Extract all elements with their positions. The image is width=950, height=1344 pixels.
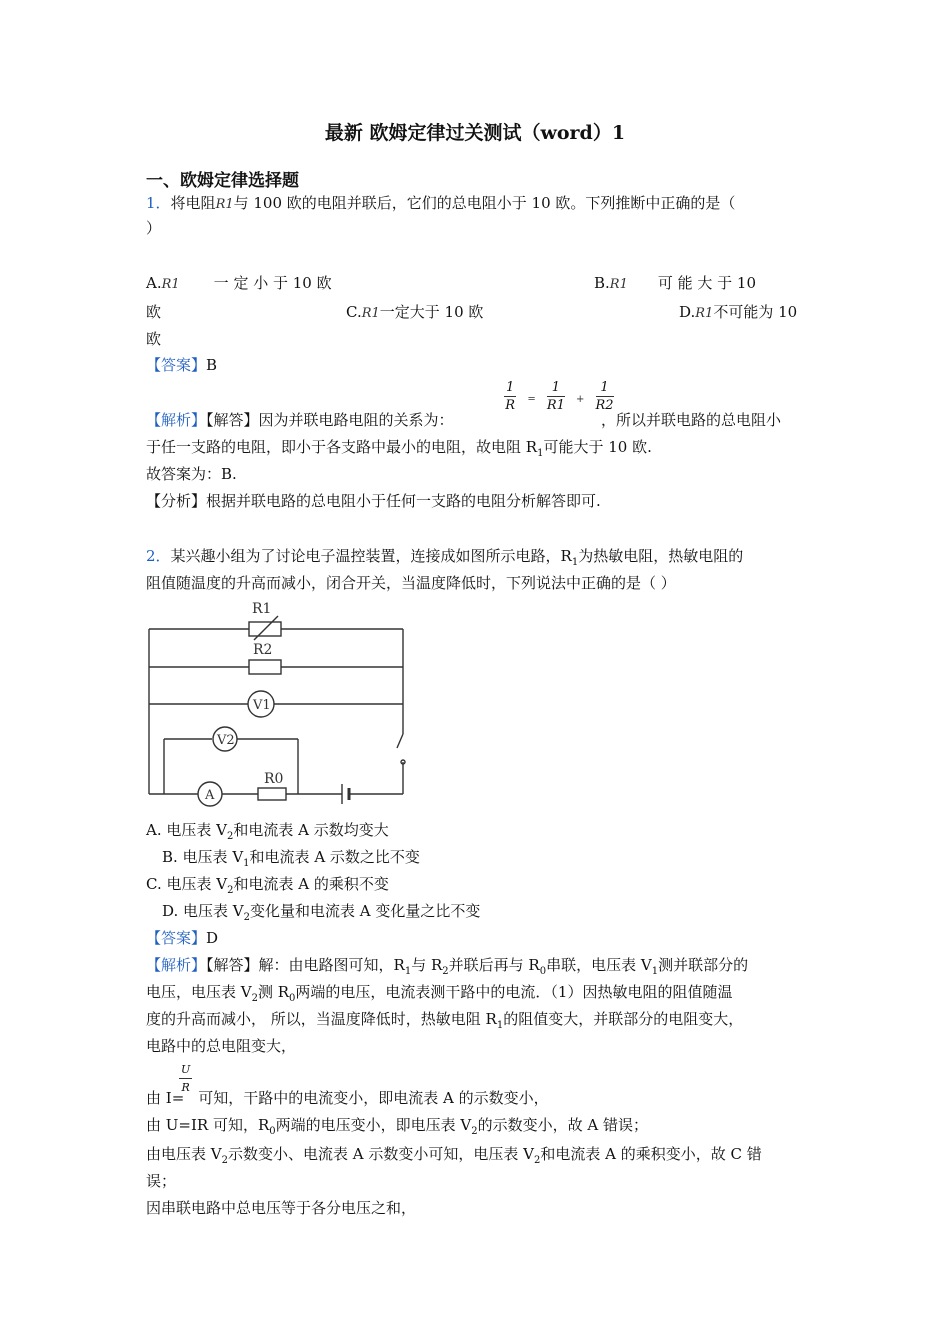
q1-option-c [346, 302, 483, 324]
q2-analysis-line5 [146, 1088, 549, 1108]
q1-formula-eq: = [527, 394, 536, 405]
q2-option-c-text-a: C. 电压表 V [146, 875, 228, 893]
q2-option-a-sub: 2 [226, 831, 234, 842]
q1-formula-d3: R2 [595, 398, 614, 413]
q1-stem-text-a: 将电阻 [170, 194, 216, 212]
q2-option-d-sub: 2 [243, 912, 251, 923]
q2-a2-text-a: 电压，电压表 V [146, 983, 252, 1001]
q1-formula-d1: R [505, 398, 516, 413]
q2-a1-sub4: 1 [651, 966, 659, 977]
q1-analysis-sub: 1 [537, 448, 544, 459]
q2-a2-sub1: 2 [251, 993, 258, 1004]
q2-analysis-line8: 误； [146, 1172, 177, 1190]
q2-a1-text-b: 与 R [411, 956, 443, 974]
r0-resistor [258, 788, 286, 800]
r1-label [252, 601, 271, 617]
q2-a5-text-a: 由 I= [146, 1089, 185, 1107]
ammeter-label-text: A [205, 788, 215, 803]
q1-option-b-label: B. [594, 274, 610, 292]
q2-analysis-line2 [146, 982, 732, 1009]
q1-option-c-r1: R1 [361, 306, 380, 321]
q1-option-a-label: A. [146, 274, 162, 292]
r1-label-text: R1 [252, 601, 272, 617]
q2-a1-text-c: 并联后再与 R [448, 956, 540, 974]
q1-formula [504, 380, 614, 415]
q2-a1-text-d: 串联，电压表 V [546, 956, 652, 974]
q2-a2-sub2: 0 [289, 993, 296, 1004]
q1-formula-frac-r1 [547, 380, 565, 415]
q1-option-d-tail: 欧 [146, 330, 162, 348]
r2-resistor [249, 660, 281, 674]
q2-option-c [146, 874, 389, 901]
q2-option-d-text-a: D. 电压表 V [162, 902, 244, 920]
q1-analysis-tag: 【解析】 [146, 411, 207, 429]
q1-r1-symbol: R1 [215, 197, 234, 212]
q2-a7-text-c: 和电流表 A 的乘积变小，故 C 错 [540, 1145, 762, 1163]
circuit-diagram [140, 596, 420, 811]
q2-a5-text-b: 可知，干路中的电流变小，即电流表 A 的示数变小， [198, 1089, 549, 1107]
q1-option-d [679, 302, 797, 324]
q2-option-b [162, 847, 420, 874]
q2-stem-line1 [146, 546, 743, 573]
q2-a3-text-a: 度的升高而减小， 所以，当温度降低时，热敏电阻 R [146, 1010, 497, 1028]
q1-option-d-text: 不可能为 10 [713, 303, 798, 321]
q1-analysis-text-c: 于任一支路的电阻，即小于各支路中最小的电阻，故电阻 R [146, 438, 538, 456]
q2-option-c-sub: 2 [227, 885, 234, 896]
q2-a6-sub1: 0 [269, 1126, 276, 1137]
q1-option-c-text: 一定大于 10 欧 [379, 303, 484, 321]
q1-formula-d2: R1 [546, 398, 565, 413]
q1-option-a-r1: R1 [161, 277, 180, 292]
section-heading: 一、欧姆定律选择题 [146, 171, 299, 191]
q1-analysis-line2 [146, 437, 652, 464]
q2-a1-sub1: 1 [404, 966, 412, 977]
q2-a6-text-b: 两端的电压变小，即电压表 V [275, 1116, 472, 1134]
q2-answer [146, 928, 218, 948]
q1-option-a [146, 273, 332, 295]
q1-option-a-text: 一 定 小 于 10 欧 [213, 274, 332, 292]
v1-label [252, 698, 271, 713]
q2-analysis-line1 [146, 955, 748, 982]
q1-option-b [594, 273, 756, 295]
q1-option-d-r1: R1 [695, 306, 714, 321]
q2-analysis-tag: 【解析】 [146, 956, 207, 974]
q1-stem-text-b: 与 100 欧的电阻并联后，它们的总电阻小于 10 欧。下列推断中正确的是（ [233, 194, 736, 212]
q2-a6-sub2: 2 [471, 1126, 478, 1137]
q1-stem-line2: ） [146, 219, 162, 237]
q1-option-b-r1: R1 [609, 277, 628, 292]
q2-ohm-fraction [179, 1062, 192, 1097]
q1-formula-n2: 1 [547, 380, 565, 397]
q2-a7-sub1: 2 [221, 1155, 228, 1166]
q2-ohm-frac-d: R [181, 1081, 190, 1094]
q2-answer-tag: 【答案】 [146, 929, 207, 947]
q2-analysis-line4: 电路中的总电阻变大， [146, 1037, 297, 1055]
q2-a1-text-e: 测并联部分的 [658, 956, 749, 974]
q2-number: 2． [146, 547, 171, 565]
q1-conclusion: 故答案为：B. [146, 465, 237, 483]
q2-option-b-sub: 1 [243, 858, 250, 869]
q2-ohm-frac [179, 1062, 192, 1097]
q2-stem-text-a: 某兴趣小组为了讨论电子温控装置，连接成如图所示电路，R [170, 547, 572, 565]
q2-option-b-text-a: B. 电压表 V [162, 848, 244, 866]
q1-analysis-text-c2: 可能大于 10 欧. [543, 438, 652, 456]
q2-a1-text-a: 【解答】解：由电路图可知，R [206, 956, 405, 974]
q1-answer-tag: 【答案】 [146, 356, 207, 374]
r0-label [264, 771, 283, 787]
r2-label-text: R2 [253, 642, 273, 658]
q2-a6-text-c: 的示数变小，故 A 错误； [477, 1116, 648, 1134]
q2-a2-text-c: 两端的电压，电流表测干路中的电流．（1）因热敏电阻的阻值随温 [295, 983, 733, 1001]
q1-answer [146, 355, 217, 375]
switch-blade [397, 734, 403, 748]
v1-label-text: V1 [253, 698, 271, 713]
q1-analysis-line1 [146, 410, 454, 430]
q2-option-a-text-b: 和电流表 A 示数均变大 [233, 821, 389, 839]
ammeter-label [204, 788, 215, 803]
q1-analysis-text-a: 【解答】因为并联电路电阻的关系为： [206, 411, 454, 429]
q1-option-b-tail: 欧 [146, 303, 162, 321]
q2-a2-text-b: 测 R [257, 983, 290, 1001]
q2-a7-sub2: 2 [533, 1155, 541, 1166]
v2-label [216, 733, 235, 748]
q1-option-c-label: C. [346, 303, 362, 321]
r0-label-text: R0 [264, 771, 284, 787]
q1-option-b-text: 可 能 大 于 10 [657, 274, 757, 292]
q1-formula-n3: 1 [596, 380, 614, 397]
q2-a7-text-b: 示数变小、电流表 A 示数变小可知，电压表 V [227, 1145, 534, 1163]
q1-stem-line1 [146, 193, 735, 215]
q2-stem-sub: 1 [571, 557, 579, 568]
q1-formula-n1: 1 [506, 380, 515, 395]
r2-label [253, 642, 272, 658]
q2-a7-text-a: 由电压表 V [146, 1145, 222, 1163]
q2-stem-line2: 阻值随温度的升高而减小，闭合开关，当温度降低时，下列说法中正确的是（ ） [146, 574, 676, 592]
q2-option-b-text-b: 和电流表 A 示数之比不变 [249, 848, 420, 866]
q2-analysis-line7 [146, 1144, 762, 1171]
q2-a3-text-b: 的阻值变大，并联部分的电阻变大， [503, 1010, 744, 1028]
q2-option-c-text-b: 和电流表 A 的乘积不变 [233, 875, 389, 893]
q2-option-d [162, 901, 480, 928]
q2-answer-value: D [206, 929, 219, 947]
v2-label-text: V2 [217, 733, 235, 748]
q2-a1-sub2: 2 [442, 966, 449, 977]
q2-option-a-text-a: A. 电压表 V [146, 821, 227, 839]
page-title: 最新 欧姆定律过关测试（word）1 [324, 122, 626, 144]
q2-a1-sub3: 0 [539, 966, 547, 977]
q2-option-a [146, 820, 389, 847]
q1-option-d-label: D. [679, 303, 696, 321]
q2-a6-text-a: 由 U=IR 可知，R [146, 1116, 270, 1134]
q1-number: 1． [146, 194, 171, 212]
q2-analysis-line3 [146, 1009, 743, 1036]
q1-fenxi: 【分析】根据并联电路的总电阻小于任何一支路的电阻分析解答即可. [146, 492, 601, 510]
q2-a3-sub: 1 [496, 1020, 504, 1031]
q2-analysis-line9: 因串联电路中总电压等于各分电压之和， [146, 1199, 417, 1217]
q2-analysis-line6 [146, 1115, 648, 1142]
q2-option-d-text-b: 变化量和电流表 A 变化量之比不变 [250, 902, 481, 920]
q1-formula-frac-r [504, 380, 516, 415]
q2-stem-text-b: 为热敏电阻，热敏电阻的 [578, 547, 744, 565]
q1-answer-value: B [206, 356, 218, 374]
q2-ohm-frac-n: U [179, 1062, 192, 1079]
q1-analysis-text-b: ，所以并联电路的总电阻小 [601, 411, 782, 429]
q1-formula-plus: + [576, 394, 585, 405]
